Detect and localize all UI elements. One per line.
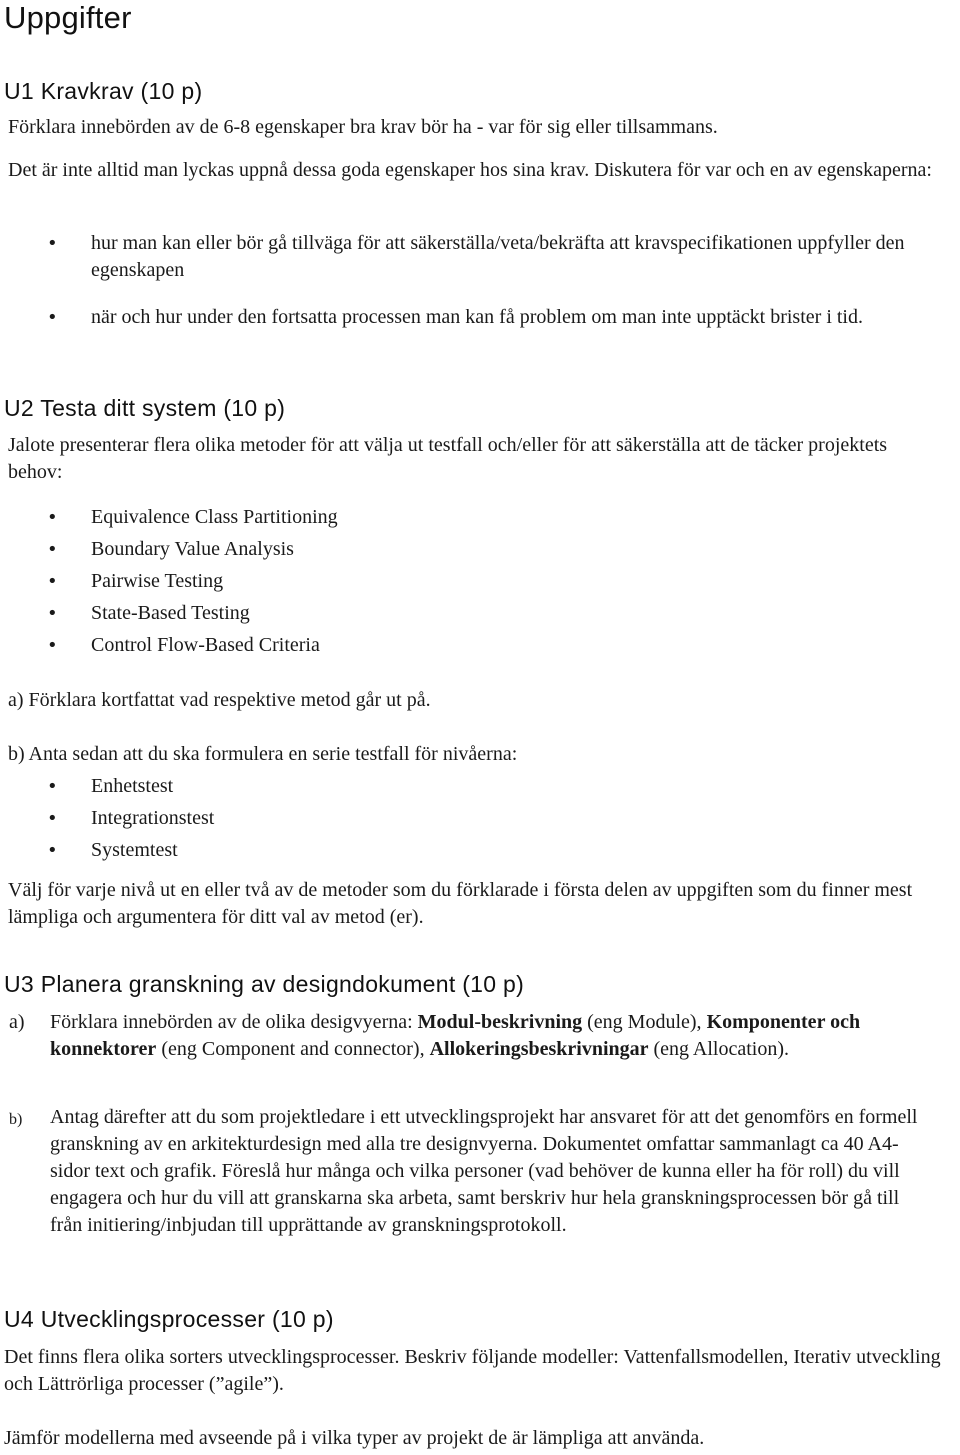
u4-heading: U4 Utvecklingsprocesser (10 p): [4, 1306, 334, 1332]
u4-paragraph-1: Det finns flera olika sorters utvecklingsprocesser. Beskriv följande modeller: Vattenfallsmodellen, Iterativ utveckling och Lättrörliga processer (”agile”).: [4, 1346, 941, 1395]
list-item: [47, 773, 907, 800]
bullet-icon: •: [47, 776, 58, 797]
list-item: [47, 805, 907, 832]
method-label: Pairwise Testing: [91, 570, 224, 592]
u3-part-a-label: a): [9, 1011, 25, 1033]
level-label: Systemtest: [91, 839, 178, 861]
bullet-icon: •: [47, 539, 58, 560]
level-label: Integrationstest: [91, 807, 215, 829]
u2-choose-paragraph: Välj för varje nivå ut en eller två av de metoder som du förklarade i första delen av uppgiften som du finner mest lämpliga och argumentera för ditt val av metod (er).: [8, 879, 913, 928]
bullet-icon: •: [47, 840, 58, 861]
u1-paragraph-2: Det är inte alltid man lyckas uppnå dessa goda egenskaper hos sina krav. Diskutera för var och en av egenskaperna:: [8, 159, 932, 181]
u1-bullet-text: hur man kan eller bör gå tillväga för att säkerställa/veta/bekräfta att kravspecifikationen uppfyller den egenskapen: [91, 232, 905, 281]
u1-paragraph-1: Förklara innebörden av de 6-8 egenskaper bra krav bör ha - var för sig eller tillsammans.: [8, 116, 718, 138]
u2-part-a: a) Förklara kortfattat vad respektive metod går ut på.: [8, 689, 431, 711]
bullet-icon: •: [47, 635, 58, 656]
list-item: [47, 230, 947, 284]
method-label: Control Flow-Based Criteria: [91, 634, 320, 656]
bullet-icon: •: [47, 233, 58, 254]
u2-heading: U2 Testa ditt system (10 p): [4, 395, 286, 421]
bullet-icon: •: [47, 808, 58, 829]
bullet-icon: •: [47, 507, 58, 528]
u4-paragraph-2: Jämför modellerna med avseende på i vilka typer av projekt de är lämpliga att använda.: [4, 1427, 705, 1449]
method-label: Boundary Value Analysis: [91, 538, 294, 560]
list-item: [47, 837, 907, 864]
u2-intro: Jalote presenterar flera olika metoder för att välja ut testfall och/eller för att säkerställa att de täcker projektets behov:: [8, 434, 888, 483]
u3-a-text-1: Förklara innebörden av de olika desigvyerna:: [50, 1011, 418, 1033]
u3-a-text-2: (eng Module),: [582, 1011, 707, 1033]
u3-part-b-text: Antag därefter att du som projektledare i ett utvecklingsprojekt har ansvaret för att det genomförs en formell granskning av en arkitekturdesign med alla tre designvyerna. Dokumentet omfattar sammanlagt ca 40 A4-sidor text och grafik. Föreslå hur många och vilka personer (vad behöver de kunna eller ha för roll) du vill engagera och hur du vill att granskarna ska arbeta, samt berskriv hur hela granskningsprocessen bör gå till från initiering/inbjudan till upprättande av granskningsprotokoll.: [50, 1106, 918, 1236]
method-label: Equivalence Class Partitioning: [91, 506, 338, 528]
bullet-icon: •: [47, 307, 58, 328]
u1-heading: U1 Kravkrav (10 p): [4, 78, 203, 104]
u3-a-text-4: (eng Allocation).: [648, 1038, 790, 1060]
list-item: [47, 304, 947, 331]
u3-heading: U3 Planera granskning av designdokument (10 p): [4, 971, 525, 997]
list-item: [47, 568, 907, 595]
bullet-icon: •: [47, 571, 58, 592]
u3-part-b-label: b): [9, 1111, 23, 1128]
u3-a-bold-components: Komponenter och konnektorer: [50, 1011, 861, 1060]
method-label: State-Based Testing: [91, 602, 250, 624]
u2-part-b: b) Anta sedan att du ska formulera en serie testfall för nivåerna:: [8, 743, 518, 765]
page-title: Uppgifter: [4, 0, 132, 35]
u3-part-a-text: [50, 1009, 955, 1063]
list-item: [47, 536, 907, 563]
bullet-icon: •: [47, 603, 58, 624]
u2-level-list: [47, 773, 907, 864]
list-item: [47, 504, 907, 531]
level-label: Enhetstest: [91, 775, 174, 797]
u3-a-bold-module: Modul-beskrivning: [417, 1011, 583, 1033]
u1-bullet-list: [47, 230, 947, 331]
u2-method-list: [47, 504, 907, 659]
list-item: [47, 600, 907, 627]
u3-a-bold-allocation: Allokeringsbeskrivningar: [429, 1038, 649, 1060]
u3-a-text-3: (eng Component and connector),: [156, 1038, 430, 1060]
u1-bullet-text: när och hur under den fortsatta processen man kan få problem om man inte upptäckt brister i tid.: [91, 306, 863, 328]
list-item: [47, 632, 907, 659]
